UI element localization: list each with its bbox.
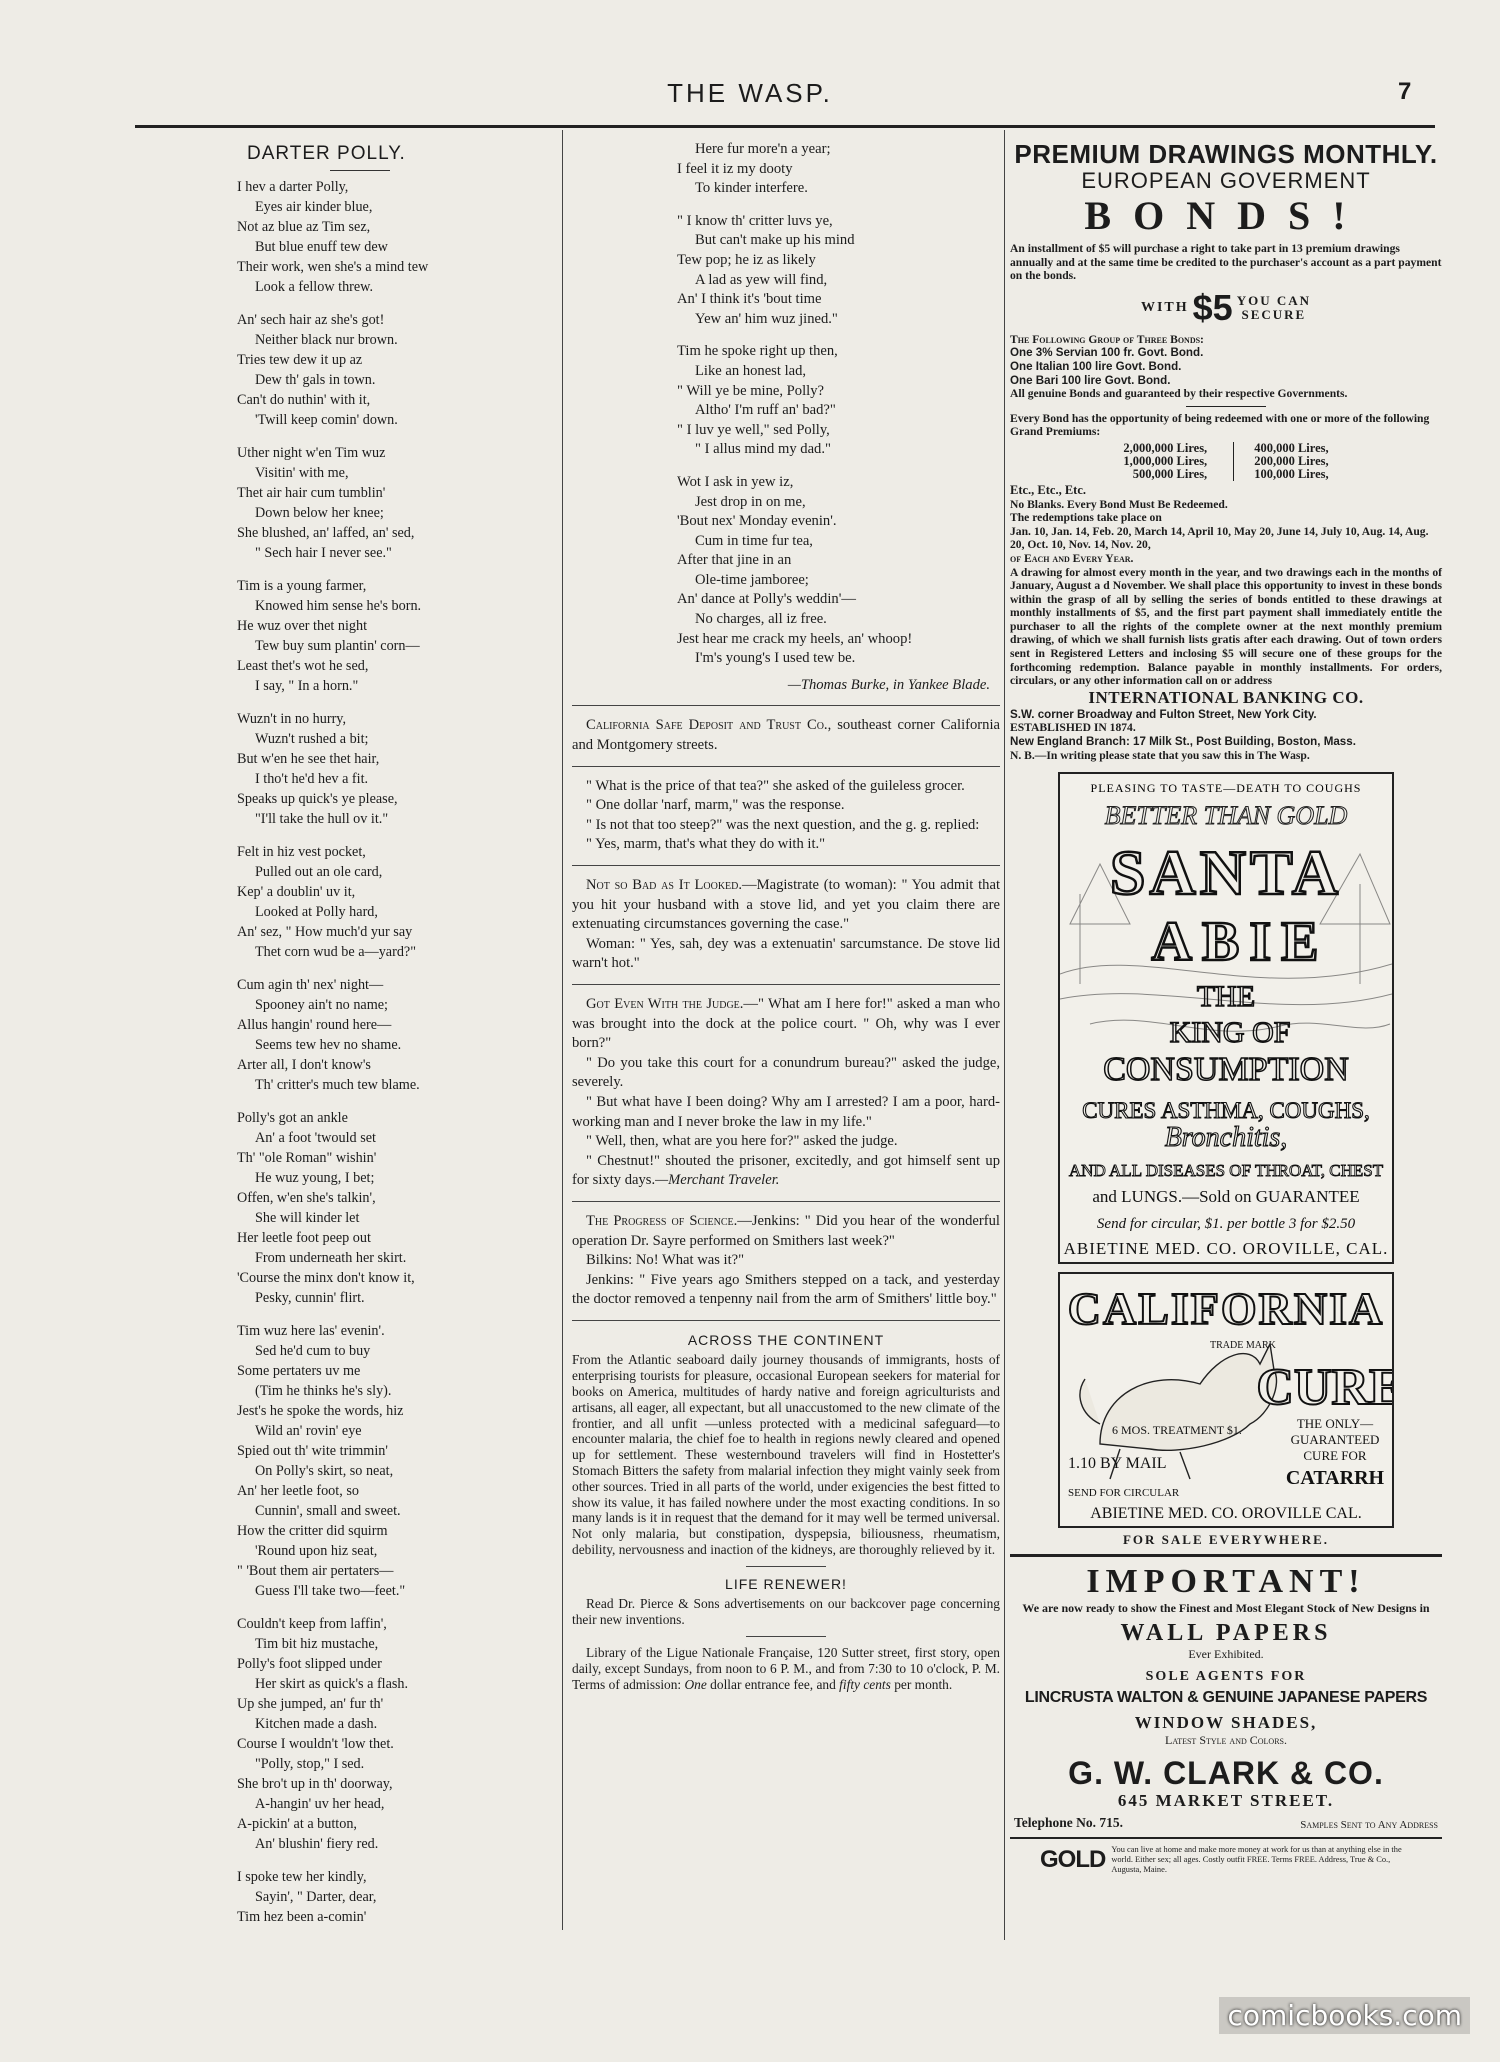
ad-company-name: G. W. CLARK & CO. — [1068, 1755, 1384, 1792]
poem-line: Seems tew hev no shame. — [255, 1037, 402, 1053]
ad-prize-col — [1123, 442, 1207, 481]
poem-line: Tim is a young farmer, — [237, 578, 367, 594]
poem-line: Kep' a doublin' uv it, — [237, 884, 356, 900]
poem-line: Course I wouldn't 'low thet. — [237, 1736, 394, 1752]
poem-line: "Polly, stop," I sed. — [255, 1756, 365, 1772]
ad-street: 645 MARKET STREET. — [1117, 1791, 1335, 1811]
poem-line: A-hangin' uv her head, — [255, 1796, 385, 1812]
title-rule — [330, 170, 390, 171]
poem-line: 'Bout nex' Monday evenin'. — [677, 513, 837, 530]
poem-line: Down below her knee; — [255, 505, 384, 521]
poem-line: Sed he'd cum to buy — [255, 1343, 371, 1359]
poem-line: A-pickin' at a button, — [237, 1816, 357, 1832]
paragraph: " One dollar 'narf, marm," was the response. — [586, 797, 845, 814]
ad-lincrusta: LINCRUSTA WALTON & GENUINE JAPANESE PAPERS — [1024, 1689, 1428, 1707]
divider — [572, 865, 1000, 866]
poem-line: " Sech hair I never see." — [255, 545, 392, 561]
paragraph: " Is not that too steep?" was the next question, and the g. g. replied: — [586, 816, 980, 833]
ad-tagline: PLEASING TO TASTE—DEATH TO COUGHS — [1090, 781, 1362, 796]
life-renewer-text: Read Dr. Pierce & Sons advertisements on our backcover page concerning their new inventions. — [572, 1596, 1000, 1628]
paragraph — [572, 1152, 1000, 1191]
ad-king: KING OF — [1169, 1016, 1291, 1050]
poem-line: Polly's got an ankle — [237, 1110, 348, 1126]
ad-text: We are now ready to show the Finest and Most Elegant Stock of New Designs in — [1022, 1601, 1430, 1616]
poem-stanza — [237, 709, 517, 829]
ad-prize-table — [1010, 442, 1442, 481]
poem-line: Tries tew dew it up az — [237, 352, 363, 368]
poem-line: Some pertaters uv me — [237, 1363, 361, 1379]
poem-line: An' I think it's 'bout time — [677, 291, 822, 308]
poem-line: No charges, all iz free. — [695, 611, 827, 628]
poem-line: " 'Bout them air pertaters— — [237, 1563, 394, 1579]
ad-guaranteed: GUARANTEED — [1290, 1432, 1380, 1448]
ad-send: Send for circular, $1. per bottle 3 for $2.50 — [1096, 1216, 1356, 1233]
poem-line: Her skirt as quick's a flash. — [255, 1676, 409, 1692]
poem-line: I hev a darter Polly, — [237, 179, 349, 195]
ad-text: Ever Exhibited. — [1188, 1647, 1264, 1662]
anecdote-lead: Got Even With the Judge. — [586, 995, 744, 1012]
poem-line: Cunnin', small and sweet. — [255, 1503, 401, 1519]
poem-stanza — [237, 576, 517, 696]
poem-line: From underneath her skirt. — [255, 1250, 407, 1266]
anecdote-lead: Not so Bad as It Looked. — [586, 877, 743, 893]
ad-body: A drawing for almost every month in the year, and two drawings each in the months of January, August a d November. We shall place this opportunity to invest in these bonds within the grasp of all by selling the series of bonds entitled to these drawings at monthly installments of $5, and the first part payment shall immediately entitle the purchaser to all the rights of the complete owner at the next monthly premium drawing, of which we shall furnish lists gratis after each drawing. Out of town orders sent in Registered Letters and inclosing $5 will secure one of these groups for the forthcoming redemption. Balance payable in monthly installments. For orders, circulars, or any other information call on or address — [1010, 565, 1442, 688]
divider — [572, 1201, 1000, 1202]
library-em: One — [684, 1676, 707, 1692]
divider — [572, 766, 1000, 767]
ad-brand-bottom: ABIE — [1151, 911, 1329, 974]
paragraph: Jenkins: " Five years ago Smithers stepped on a tack, and yesterday the doctor removed a tenpenny nail from the arm of Smithers' little boy." — [572, 1271, 1000, 1308]
watermark-logo: comicbooks.com — [1219, 1997, 1470, 2034]
poem-line: Wot I ask in yew iz, — [677, 473, 794, 490]
poem-line: Wuzn't in no hurry, — [237, 711, 347, 727]
section-heading: LIFE RENEWER! — [725, 1575, 847, 1592]
poem-line: Up she jumped, an' fur th' — [237, 1696, 384, 1712]
header-rule — [135, 125, 1435, 128]
paragraph: Woman: " Yes, sah, dey was a extenuatin' sarcumstance. De stove lid warn't hot." — [572, 935, 1000, 972]
poem-line: " Will ye be mine, Polly? — [677, 382, 824, 399]
poem-stanza — [237, 310, 517, 430]
poem-title: DARTER POLLY. — [247, 143, 406, 164]
ad-dates: Jan. 10, Jan. 14, Feb. 20, March 14, April 10, May 20, June 14, July 10, Aug. 14, Aug. 20, Oct. 10, Nov. 14, Nov. 20, — [1010, 524, 1429, 552]
poem-line: Couldn't keep from laffin', — [237, 1616, 387, 1632]
ad-phone: Telephone No. 715. — [1014, 1815, 1124, 1831]
paragraph: Bilkins: No! What was it?" — [586, 1252, 745, 1269]
anecdote-text: —" What am I here for!" asked a man who was brought into the dock at the police court. " Oh, why was I ever born?" — [572, 995, 1000, 1052]
poem-line: Pulled out an ole card, — [255, 864, 383, 880]
ad-diseases: AND ALL DISEASES OF THROAT, CHEST — [1068, 1161, 1384, 1181]
poem-line: Th' "ole Roman" wishin' — [237, 1150, 377, 1166]
california-cure-illustration — [1060, 1274, 1392, 1526]
poem-line: Neither black nur brown. — [255, 332, 398, 348]
column-divider — [1004, 130, 1005, 1940]
safe-deposit-notice — [572, 716, 1000, 755]
ad-lungs: and LUNGS.—Sold on GUARANTEE — [1092, 1187, 1360, 1207]
poem-line: Speaks up quick's ye please, — [237, 791, 398, 807]
poem-stanza — [237, 1108, 517, 1308]
poem-line: He wuz young, I bet; — [255, 1170, 375, 1186]
paragraph — [572, 876, 1000, 935]
library-notice — [572, 1645, 1000, 1692]
poem-column — [237, 140, 517, 1940]
ad-footer-row — [1010, 1811, 1442, 1831]
ad-text: of Each and Every Year. — [1010, 551, 1134, 565]
poem-line: Dew th' gals in town. — [255, 372, 376, 388]
ad-only: THE ONLY— — [1296, 1416, 1374, 1432]
ad-text: The Following Group of Three Bonds: — [1010, 332, 1204, 346]
poem-stanza — [237, 1614, 517, 1854]
ad-bond-item: One 3% Servian 100 fr. Govt. Bond. — [1010, 346, 1204, 360]
poem-line: After that jine in an — [677, 552, 792, 569]
ad-prize: 1,000,000 Lires, — [1123, 453, 1208, 468]
notice-lead: California Safe Deposit and Trust Co., — [586, 717, 832, 734]
santa-abie-illustration — [1060, 774, 1392, 1262]
ad-text: An installment of $5 will purchase a right to take part in 13 premium drawings annually and at the same time be credited to the purchaser's account as a part payment on the bonds. — [1010, 242, 1442, 283]
poem-stanza — [677, 342, 1000, 460]
ad-cure-word: CURE — [1256, 1359, 1392, 1417]
poem-line: Ole-time jamboree; — [695, 571, 809, 588]
poem-line: Tim hez been a-comin' — [237, 1909, 367, 1925]
middle-column — [572, 140, 1000, 1692]
ad-important: IMPORTANT! — [1086, 1563, 1366, 1601]
ad-trademark: TRADE MARK — [1210, 1340, 1276, 1352]
library-text: dollar entrance fee, and — [706, 1676, 840, 1692]
ad-company: INTERNATIONAL BANKING CO. — [1088, 687, 1364, 707]
ad-address: S.W. corner Broadway and Fulton Street, New York City. — [1010, 707, 1317, 721]
ad-maker: ABIETINE MED. CO. OROVILLE CAL. — [1090, 1505, 1362, 1523]
poem-stanza — [237, 177, 517, 297]
poem-line: Pesky, cunnin' flirt. — [255, 1290, 365, 1306]
paragraph: " Yes, marm, that's what they do with it." — [586, 836, 826, 853]
ad-price: $5 — [1192, 286, 1233, 328]
masthead-title: THE WASP. — [667, 78, 833, 108]
poem-line: She bro't up in th' doorway, — [237, 1776, 393, 1792]
page-number: 7 — [1398, 78, 1412, 105]
paragraph — [572, 995, 1000, 1054]
divider — [746, 1566, 826, 1567]
anecdote-text: —Magistrate (to woman): " You admit that you hit your husband with a stove lid, and yet you claim there are extenuating circumstances governing the case." — [572, 877, 1000, 933]
wallpaper-advertisement — [1010, 1563, 1442, 1831]
poem-line: Thet air hair cum tumblin' — [237, 485, 386, 501]
across-continent-text: From the Atlantic seaboard daily journey thousands of immigrants, hosts of enterprising tourists for pleasure, occasional European seekers for material for books on America, multitudes of hardy native and foreign agriculturists and artisans, all eager, all expectant, but all unaccustomed to the new climate of the frontier, and all unfit —unless protected with a medicinal safeguard—to encounter malaria, the chief foe to health in regions newly cleared and opened up for settlement. These westernbound travelers will find in Hostetter's Stomach Bitters the safety from malarial infection they might vainly seek from other sources. Tried in all parts of the world, under exigencies the best fitted to show its value, it has failed nowhere under the most exacting conditions. In so many lands is it in request that the demand for it may well be termed universal. Not only malaria, but constipation, dyspepsia, biliousness, rheumatism, debility, nervousness and inaction of the kidneys, are thoroughly relieved by it. — [572, 1352, 1000, 1558]
ad-text: Latest Style and Colors. — [1164, 1733, 1287, 1748]
column-divider — [562, 130, 563, 1930]
poem-line: Wuzn't rushed a bit; — [255, 731, 369, 747]
poem-line: Jest hear me crack my heels, an' whoop! — [677, 630, 913, 647]
poem-line: 'Round upon hiz seat, — [255, 1543, 378, 1559]
library-text: Library of the Ligue Nationale Française, 120 Sutter street, first story, open daily, except Sundays, from noon to 6 P. M., and from 7:30 to 10 o'clock, P. M. Terms of admission: — [572, 1645, 1000, 1692]
ad-subheadline: EUROPEAN GOVERMENT — [1081, 168, 1371, 193]
poem-line: An' sez, " How much'd yur say — [237, 924, 413, 940]
poem-line: 'Course the minx don't know it, — [237, 1270, 415, 1286]
poem-line: How the critter did squirm — [237, 1523, 388, 1539]
ad-cure-for: CURE FOR — [1303, 1448, 1367, 1464]
ad-prize: 100,000 Lires, — [1254, 466, 1329, 481]
poem-line: Polly's foot slipped under — [237, 1656, 382, 1672]
ad-maker: ABIETINE MED. CO. OROVILLE, CAL. — [1063, 1239, 1389, 1259]
poem-line: Jest drop in on me, — [695, 493, 806, 510]
ad-brand-top: SANTA — [1109, 837, 1343, 909]
ad-wall-papers: WALL PAPERS — [1120, 1620, 1332, 1647]
divider — [572, 705, 1000, 706]
poem-body — [237, 177, 517, 1927]
ad-text: The redemptions take place on — [1010, 511, 1162, 525]
paragraph: " What is the price of that tea?" she asked of the guileless grocer. — [586, 777, 965, 794]
poem-line: Guess I'll take two—feet." — [255, 1583, 406, 1599]
poem-line: Kitchen made a dash. — [255, 1716, 378, 1732]
poem-line: " I know th' critter luvs ye, — [677, 212, 833, 229]
poem-stanza — [237, 1867, 517, 1927]
poem-line: He wuz over thet night — [237, 618, 368, 634]
poem-line: Her leetle foot peep out — [237, 1230, 371, 1246]
divider — [572, 1320, 1000, 1321]
poem-line: But blue enuff tew dew — [255, 239, 388, 255]
ad-catarrh: CATARRH — [1285, 1467, 1385, 1490]
poem-line: Jest's he spoke the words, hiz — [237, 1403, 404, 1419]
poem-stanza — [677, 140, 1000, 199]
poem-stanza — [237, 842, 517, 962]
anecdote-attribution: —Merchant Traveler. — [655, 1172, 780, 1189]
ad-brand: CALIFORNIA — [1067, 1283, 1385, 1335]
ad-text: No Blanks. Every Bond Must Be Redeemed. — [1010, 497, 1228, 511]
ad-headline: PREMIUM DRAWINGS MONTHLY. — [1014, 139, 1438, 169]
ad-prize: 500,000 Lires, — [1132, 466, 1208, 481]
divider — [572, 984, 1000, 985]
ad-text: All genuine Bonds and guaranteed by their respective Governments. — [1010, 387, 1348, 401]
tea-anecdote — [572, 777, 1000, 855]
ad-bronchitis: Bronchitis, — [1164, 1122, 1288, 1154]
ad-gold-word: GOLD — [1040, 1846, 1106, 1874]
poem-line: "I'll take the hull ov it." — [255, 811, 389, 827]
poem-stanza — [677, 212, 1000, 330]
poem-line: Cum agin th' nex' night— — [237, 977, 384, 993]
poem-line: Spied out th' wite trimmin' — [237, 1443, 388, 1459]
poem-line: I'm's young's I used tew be. — [695, 650, 856, 667]
ad-note: N. B.—In writing please state that you saw this in The Wasp. — [1010, 748, 1310, 762]
poem-line: Allus hangin' round here— — [237, 1017, 392, 1033]
poem-line: To kinder interfere. — [695, 180, 808, 197]
divider — [1010, 1837, 1442, 1839]
library-text: per month. — [890, 1676, 953, 1692]
ad-secure — [1237, 294, 1311, 322]
poem-line: Their work, wen she's a mind tew — [237, 259, 429, 275]
advertisement-column — [1010, 140, 1442, 1875]
paragraph: " Do you take this court for a conundrum bureau?" asked the judge, severely. — [572, 1054, 1000, 1091]
gold-advertisement — [1010, 1845, 1442, 1875]
poem-continuation — [572, 140, 1000, 669]
science-anecdote — [572, 1212, 1000, 1310]
poem-line: Cum in time fur tea, — [695, 532, 813, 549]
poem-line: Tim bit hiz mustache, — [255, 1636, 379, 1652]
ad-samples: Samples Sent to Any Address — [1300, 1819, 1438, 1832]
ad-better: BETTER THAN GOLD — [1104, 801, 1348, 831]
ad-consumption: CONSUMPTION — [1103, 1051, 1349, 1089]
poem-line: Sayin', " Darter, dear, — [255, 1889, 377, 1905]
poem-line: Uther night w'en Tim wuz — [237, 445, 386, 461]
poem-line: A lad as yew will find, — [695, 271, 828, 288]
poem-line: Offen, w'en she's talkin', — [237, 1190, 376, 1206]
poem-line: Can't do nuthin' with it, — [237, 392, 371, 408]
poem-line: An' her leetle foot, so — [237, 1483, 359, 1499]
ad-the: THE — [1196, 980, 1256, 1014]
poem-line: She will kinder let — [255, 1210, 360, 1226]
poem-line: I say, " In a horn." — [255, 678, 359, 694]
paragraph — [572, 1212, 1000, 1251]
ad-cures: CURES ASTHMA, COUGHS, — [1082, 1098, 1370, 1124]
poem-line: Tim he spoke right up then, — [677, 343, 838, 360]
poem-stanza — [237, 443, 517, 563]
judge-anecdote — [572, 995, 1000, 1191]
ad-shades: WINDOW SHADES, — [1134, 1713, 1318, 1733]
ad-mail: 1.10 BY MAIL — [1068, 1455, 1167, 1473]
poem-line: I spoke tew her kindly, — [237, 1869, 367, 1885]
poem-stanza — [237, 1321, 517, 1601]
poem-line: Here fur more'n a year; — [695, 141, 831, 157]
poem-line: Looked at Polly hard, — [255, 904, 378, 920]
ad-bond-item: One Bari 100 lire Govt. Bond. — [1010, 373, 1171, 387]
ad-with: WITH — [1140, 299, 1189, 315]
bonds-advertisement — [1010, 140, 1442, 762]
ad-text: ESTABLISHED IN 1874. — [1010, 721, 1136, 735]
poem-line: But w'en he see thet hair, — [237, 751, 380, 767]
poem-line: I tho't he'd hev a fit. — [255, 771, 369, 787]
poem-line: Tim wuz here las' evenin'. — [237, 1323, 385, 1339]
ad-bonds-title: BONDS! — [1084, 193, 1368, 238]
santa-abie-advertisement — [1058, 772, 1394, 1264]
anecdote-text: " Chestnut!" shouted the prisoner, excitedly, and got himself sent up for sixty days. — [572, 1152, 1000, 1189]
not-so-bad-anecdote — [572, 876, 1000, 974]
poem-line: Th' critter's much tew blame. — [255, 1077, 420, 1093]
poem-line: An' blushin' fiery red. — [255, 1836, 379, 1852]
ad-prize: 400,000 Lires, — [1254, 440, 1329, 455]
poem-line: Felt in hiz vest pocket, — [237, 844, 366, 860]
ad-bond-item: One Italian 100 lire Govt. Bond. — [1010, 359, 1182, 373]
ad-prize: 2,000,000 Lires, — [1123, 440, 1208, 455]
poem-line: (Tim he thinks he's sly). — [255, 1383, 392, 1399]
poem-line: She blushed, an' laffed, an' sed, — [237, 525, 415, 541]
poem-line: Look a fellow threw. — [255, 279, 374, 295]
poem-line: Thet corn wud be a—yard?" — [255, 944, 417, 960]
paragraph: " Well, then, what are you here for?" asked the judge. — [586, 1133, 898, 1150]
california-cure-advertisement — [1058, 1272, 1394, 1528]
poem-line: Like an honest lad, — [695, 362, 807, 379]
poem-line: Tew pop; he iz as likely — [677, 251, 816, 268]
poem-line: Visitin' with me, — [255, 465, 349, 481]
divider — [746, 1636, 826, 1637]
section-heading: ACROSS THE CONTINENT — [687, 1331, 885, 1348]
ad-prize-col — [1233, 442, 1328, 481]
anecdote-lead: The Progress of Science. — [586, 1212, 738, 1229]
poem-line: An' a foot 'twould set — [255, 1130, 376, 1146]
poem-line: But can't make up his mind — [695, 232, 855, 249]
poem-line: 'Twill keep comin' down. — [255, 412, 398, 428]
ad-text: Etc., Etc., Etc. — [1010, 482, 1087, 497]
poem-line: Least thet's wot he sed, — [237, 658, 369, 674]
poem-stanza — [237, 975, 517, 1095]
poem-line: Yew an' him wuz jined." — [695, 310, 838, 327]
ad-months: 6 MOS. TREATMENT $1. — [1112, 1423, 1242, 1438]
poem-line: Spooney ain't no name; — [255, 997, 388, 1013]
anecdote-text: —Jenkins: " Did you hear of the wonderful operation Dr. Sayre performed on Smithers last week?" — [572, 1212, 1000, 1249]
ad-sale: FOR SALE EVERYWHERE. — [1122, 1532, 1330, 1548]
paragraph: " But what have I been doing? Why am I arrested? I am a poor, hard-working man and I never broke the law in my life." — [572, 1093, 1000, 1130]
poem-line: Wild an' rovin' eye — [255, 1423, 362, 1439]
poem-line: " I luv ye well," sed Polly, — [677, 421, 830, 438]
ad-secure-line: YOU CAN — [1236, 292, 1312, 308]
poem-line: Knowed him sense he's born. — [255, 598, 422, 614]
ad-prize: 200,000 Lires, — [1254, 453, 1329, 468]
poem-line: I feel it iz my dooty — [677, 160, 793, 177]
poem-line: An' sech hair az she's got! — [237, 312, 385, 328]
ad-text: Every Bond has the opportunity of being redeemed with one or more of the following Grand Premiums: — [1010, 411, 1430, 439]
poem-line: Eyes air kinder blue, — [255, 199, 373, 215]
ad-gold-text: You can live at home and make more money at work for us than at anything else in the world. Either sex; all ages. Costly outfit FREE. Terms FREE. Address, True & Co., Augusta, Maine. — [1111, 1845, 1402, 1875]
ad-secure-line: SECURE — [1241, 306, 1307, 322]
poem-line: Tew buy sum plantin' corn— — [255, 638, 420, 654]
ad-bond-list — [1010, 346, 1442, 387]
divider — [1010, 1554, 1442, 1557]
ad-sole: SOLE AGENTS FOR — [1145, 1669, 1307, 1685]
ad-send: SEND FOR CIRCULAR — [1068, 1487, 1180, 1500]
poem-line: Altho' I'm ruff an' bad?" — [695, 402, 836, 419]
ad-branch: New England Branch: 17 Milk St., Post Building, Boston, Mass. — [1010, 735, 1356, 749]
poem-stanza — [677, 473, 1000, 669]
notice-text: southeast corner California and Montgomery streets. — [572, 717, 1000, 754]
poem-line: Not az blue az Tim sez, — [237, 219, 371, 235]
poem-line: " I allus mind my dad." — [695, 441, 831, 458]
poem-line: On Polly's skirt, so neat, — [255, 1463, 394, 1479]
divider — [1186, 406, 1266, 407]
ad-price-row — [1010, 287, 1442, 329]
poem-attribution: —Thomas Burke, in Yankee Blade. — [787, 676, 990, 693]
poem-line: Arter all, I don't know's — [237, 1057, 371, 1073]
library-em: fifty cents — [839, 1676, 891, 1692]
poem-line: An' dance at Polly's weddin'— — [677, 591, 856, 608]
